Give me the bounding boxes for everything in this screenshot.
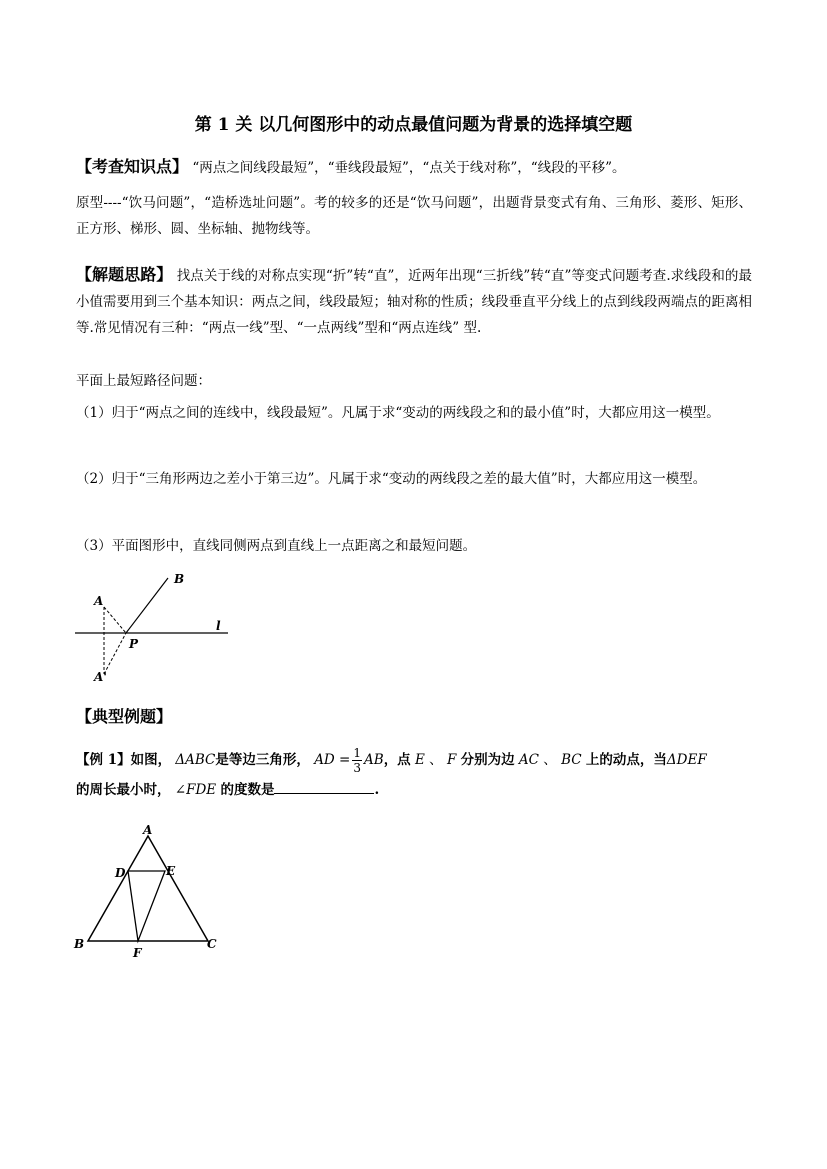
math-ad: AD = [314, 752, 351, 768]
separator: 、 [429, 752, 443, 768]
label-e: E [166, 864, 176, 878]
page-title: 第 1 关 以几何图形中的动点最值问题为背景的选择填空题 [194, 115, 633, 135]
label-a: A [94, 594, 104, 608]
label-d: D [115, 866, 126, 880]
thinking-paragraph [76, 262, 752, 341]
examples-heading: 【典型例题】 [76, 707, 173, 726]
math-side-bc: BC [561, 752, 582, 768]
example-1-text: ，点 [383, 752, 411, 768]
math-point-f: F [446, 752, 457, 768]
list-item-1: （1）归于“两点之间的连线中，线段最短”。凡属于求“变动的两线段之和的最小值”时，大都应用这一模型。 [76, 405, 720, 421]
label-b: B [74, 937, 85, 951]
math-side-ac: AC [518, 752, 539, 768]
triangle-abc [88, 836, 208, 941]
label-a-prime: A' [94, 670, 107, 684]
example-1-end: . [374, 782, 380, 798]
shortest-path-intro: 平面上最短路径问题： [76, 373, 211, 389]
label-l: l [216, 619, 221, 633]
example-1-text: 是等边三角形， [215, 752, 310, 768]
example-1 [76, 745, 752, 805]
example-1-text: 的度数是 [220, 782, 275, 798]
example-1-text: 上的动点，当 [585, 752, 667, 768]
math-triangle-def: ΔDEF [666, 752, 707, 768]
segment-ap [104, 607, 126, 633]
triangle-def [128, 871, 165, 941]
label-a: A [143, 823, 153, 837]
knowledge-text: “两点之间线段最短”，“垂线段最短”，“点关于线对称”，“线段的平移”。 [192, 160, 626, 176]
list-item-2: （2）归于“三角形两边之差小于第三边”。凡属于求“变动的两线段之差的最大值”时，大都应用这一模型。 [76, 471, 707, 487]
label-p: P [129, 637, 139, 651]
answer-blank[interactable] [274, 779, 374, 794]
thinking-heading: 【解题思路】 [76, 265, 173, 284]
reflection-figure [70, 570, 240, 690]
segment-a-prime-p [104, 633, 126, 674]
knowledge-heading: 【考查知识点】 [76, 157, 189, 176]
fraction-numerator: 1 [353, 746, 362, 760]
separator: 、 [543, 752, 557, 768]
label-f: F [133, 946, 142, 960]
math-ab: AB [364, 752, 384, 768]
thinking-text: 找点关于线的对称点实现“折”转“直”，近两年出现“三折线”转“直”等变式问题考查.求线段和的最小值需要用到三个基本知识：两点之间，线段最短；轴对称的性质；线段垂直平分线上的点到线段两端点的距离相等.常见情况有三种：“两点一线”型、“一点两线”型和“两点连线” 型. [76, 268, 752, 336]
triangle-figure [70, 822, 230, 962]
example-1-text: 的周长最小时， [76, 782, 171, 798]
fraction-denominator: 3 [353, 761, 362, 775]
list-item-3: （3）平面图形中，直线同侧两点到直线上一点距离之和最短问题。 [76, 538, 477, 554]
math-triangle-abc: ΔABC [175, 752, 216, 768]
example-1-text: 如图， [130, 752, 172, 768]
label-b: B [174, 572, 185, 586]
knowledge-paragraph [76, 154, 752, 181]
label-c: C [207, 937, 217, 951]
prototype-paragraph: 原型----“饮马问题”，“造桥选址问题”。考的较多的还是“饮马问题”，出题背景变式有角、三角形、菱形、矩形、正方形、梯形、圆、坐标轴、抛物线等。 [76, 195, 752, 237]
example-1-label: 【例 1】 [76, 752, 131, 768]
fraction-one-third [352, 746, 362, 775]
segment-pb [126, 578, 168, 633]
math-point-e: E [414, 752, 425, 768]
example-1-text: 分别为边 [460, 752, 515, 768]
math-angle-fde: ∠FDE [174, 782, 217, 798]
